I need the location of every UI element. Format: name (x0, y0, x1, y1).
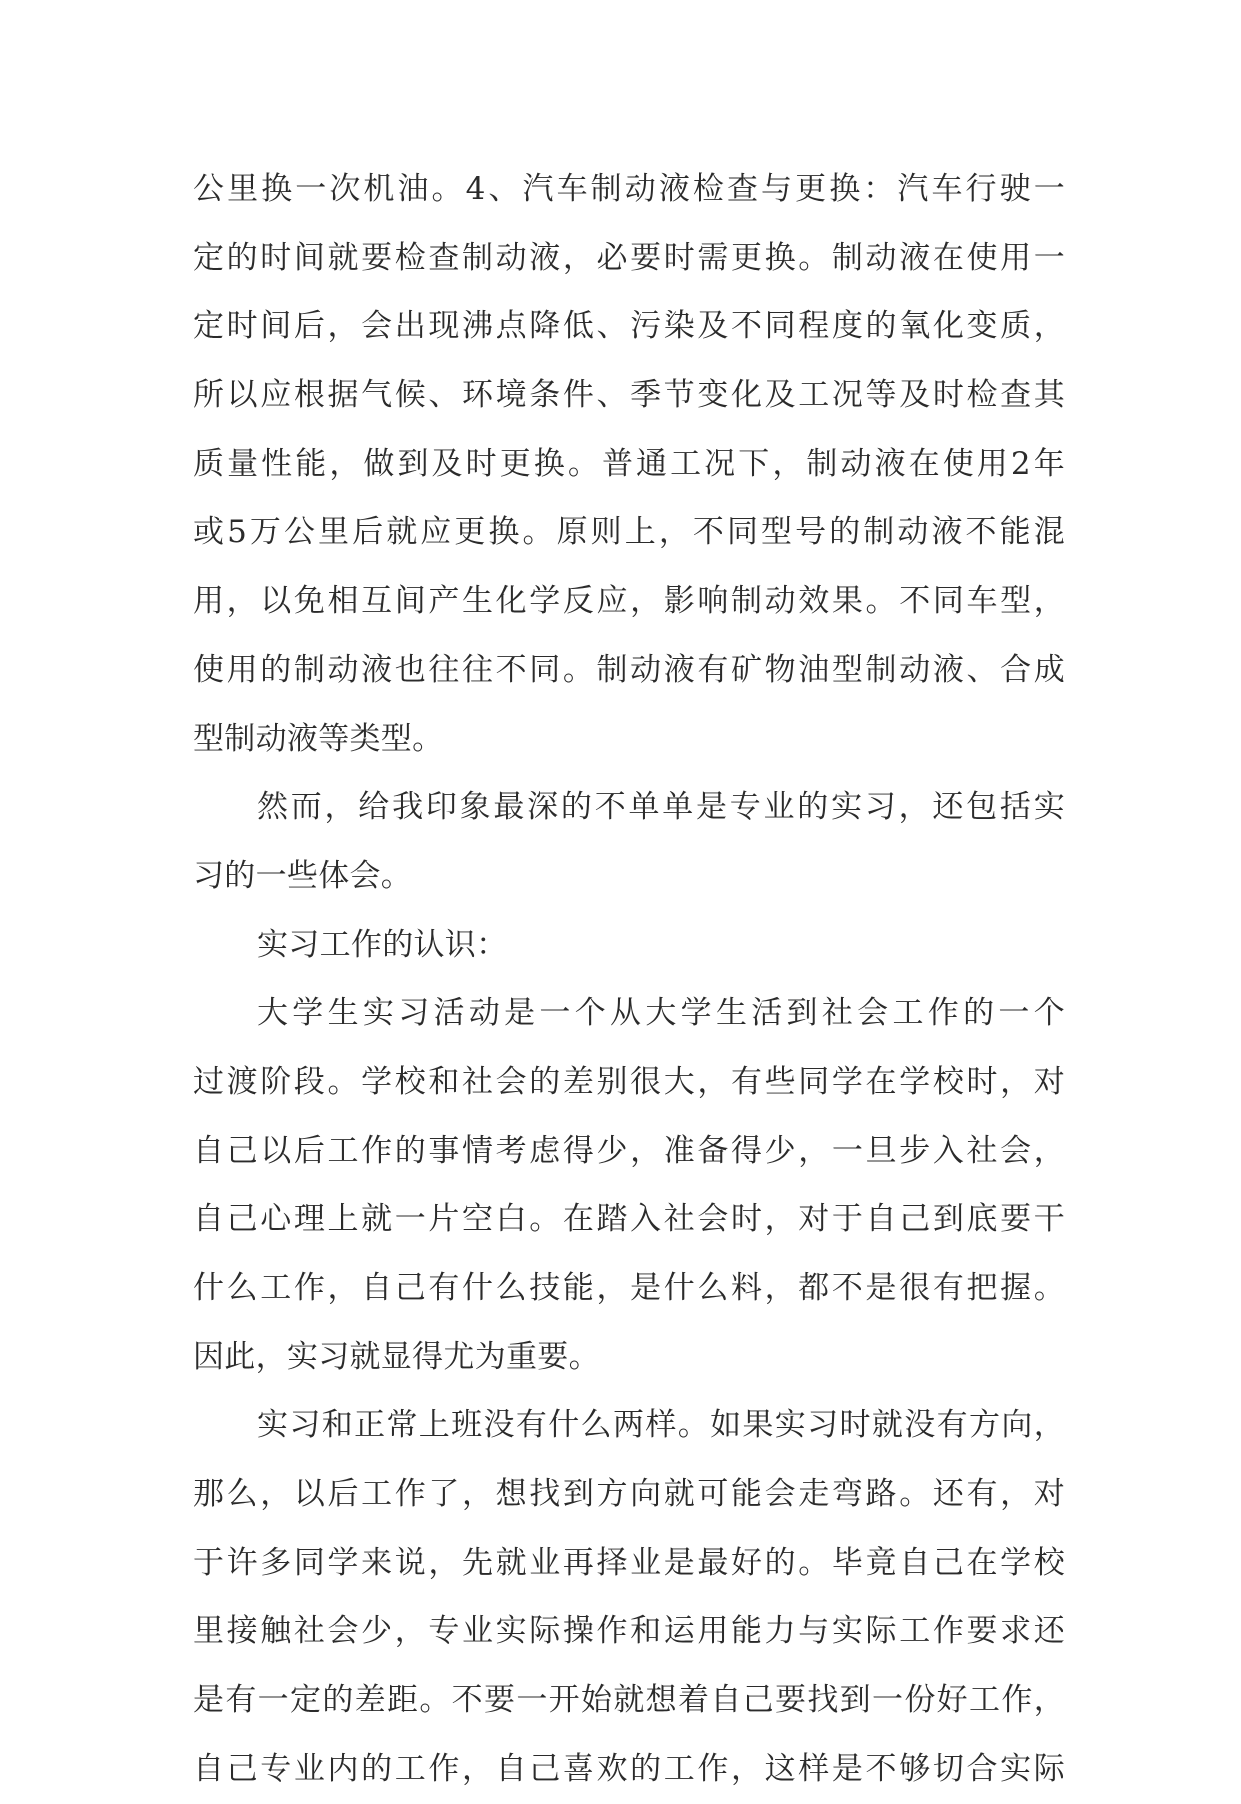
text-line: 那么，以后工作了，想找到方向就可能会走弯路。还有，对 (193, 1476, 1065, 1513)
text-line: 公里换一次机油。4、汽车制动液检查与更换：汽车行驶一 (193, 171, 1065, 207)
text-line: 用，以免相互间产生化学反应，影响制动效果。不同车型， (193, 583, 1065, 620)
document-body (193, 155, 1065, 1804)
text-line: 是有一定的差距。不要一开始就想着自己要找到一份好工作， (193, 1682, 1065, 1719)
text-line: 定的时间就要检查制动液，必要时需更换。制动液在使用一 (193, 239, 1065, 276)
text-line: 然而，给我印象最深的不单单是专业的实习，还包括实 (257, 789, 1065, 826)
text-line: 什么工作，自己有什么技能，是什么料，都不是很有把握。 (193, 1270, 1065, 1306)
text-line: 所以应根据气候、环境条件、季节变化及工况等及时检查其 (193, 377, 1065, 414)
text-line: 于许多同学来说，先就业再择业是最好的。毕竟自己在学校 (193, 1544, 1065, 1581)
text-line: 或5万公里后就应更换。原则上，不同型号的制动液不能混 (193, 514, 1065, 551)
text-line: 质量性能，做到及时更换。普通工况下，制动液在使用2年 (193, 445, 1065, 482)
text-line: 习的一些体会。 (193, 857, 413, 894)
text-line: 自己心理上就一片空白。在踏入社会时，对于自己到底要干 (193, 1201, 1065, 1238)
text-line: 使用的制动液也往往不同。制动液有矿物油型制动液、合成 (193, 651, 1065, 688)
text-line: 因此，实习就显得尤为重要。 (193, 1338, 600, 1375)
text-line: 里接触社会少，专业实际操作和运用能力与实际工作要求还 (193, 1613, 1065, 1650)
text-line: 自己以后工作的事情考虑得少，准备得少，一旦步入社会， (193, 1132, 1065, 1169)
text-line: 定时间后，会出现沸点降低、污染及不同程度的氧化变质， (193, 308, 1065, 345)
text-line: 自己专业内的工作，自己喜欢的工作，这样是不够切合实际 (193, 1750, 1065, 1787)
text-line: 过渡阶段。学校和社会的差别很大，有些同学在学校时，对 (193, 1063, 1065, 1100)
text-line: 大学生实习活动是一个从大学生活到社会工作的一个 (257, 995, 1065, 1032)
text-line: 实习工作的认识： (257, 926, 508, 963)
text-line: 型制动液等类型。 (193, 720, 444, 757)
text-line: 实习和正常上班没有什么两样。如果实习时就没有方向， (257, 1407, 1065, 1444)
